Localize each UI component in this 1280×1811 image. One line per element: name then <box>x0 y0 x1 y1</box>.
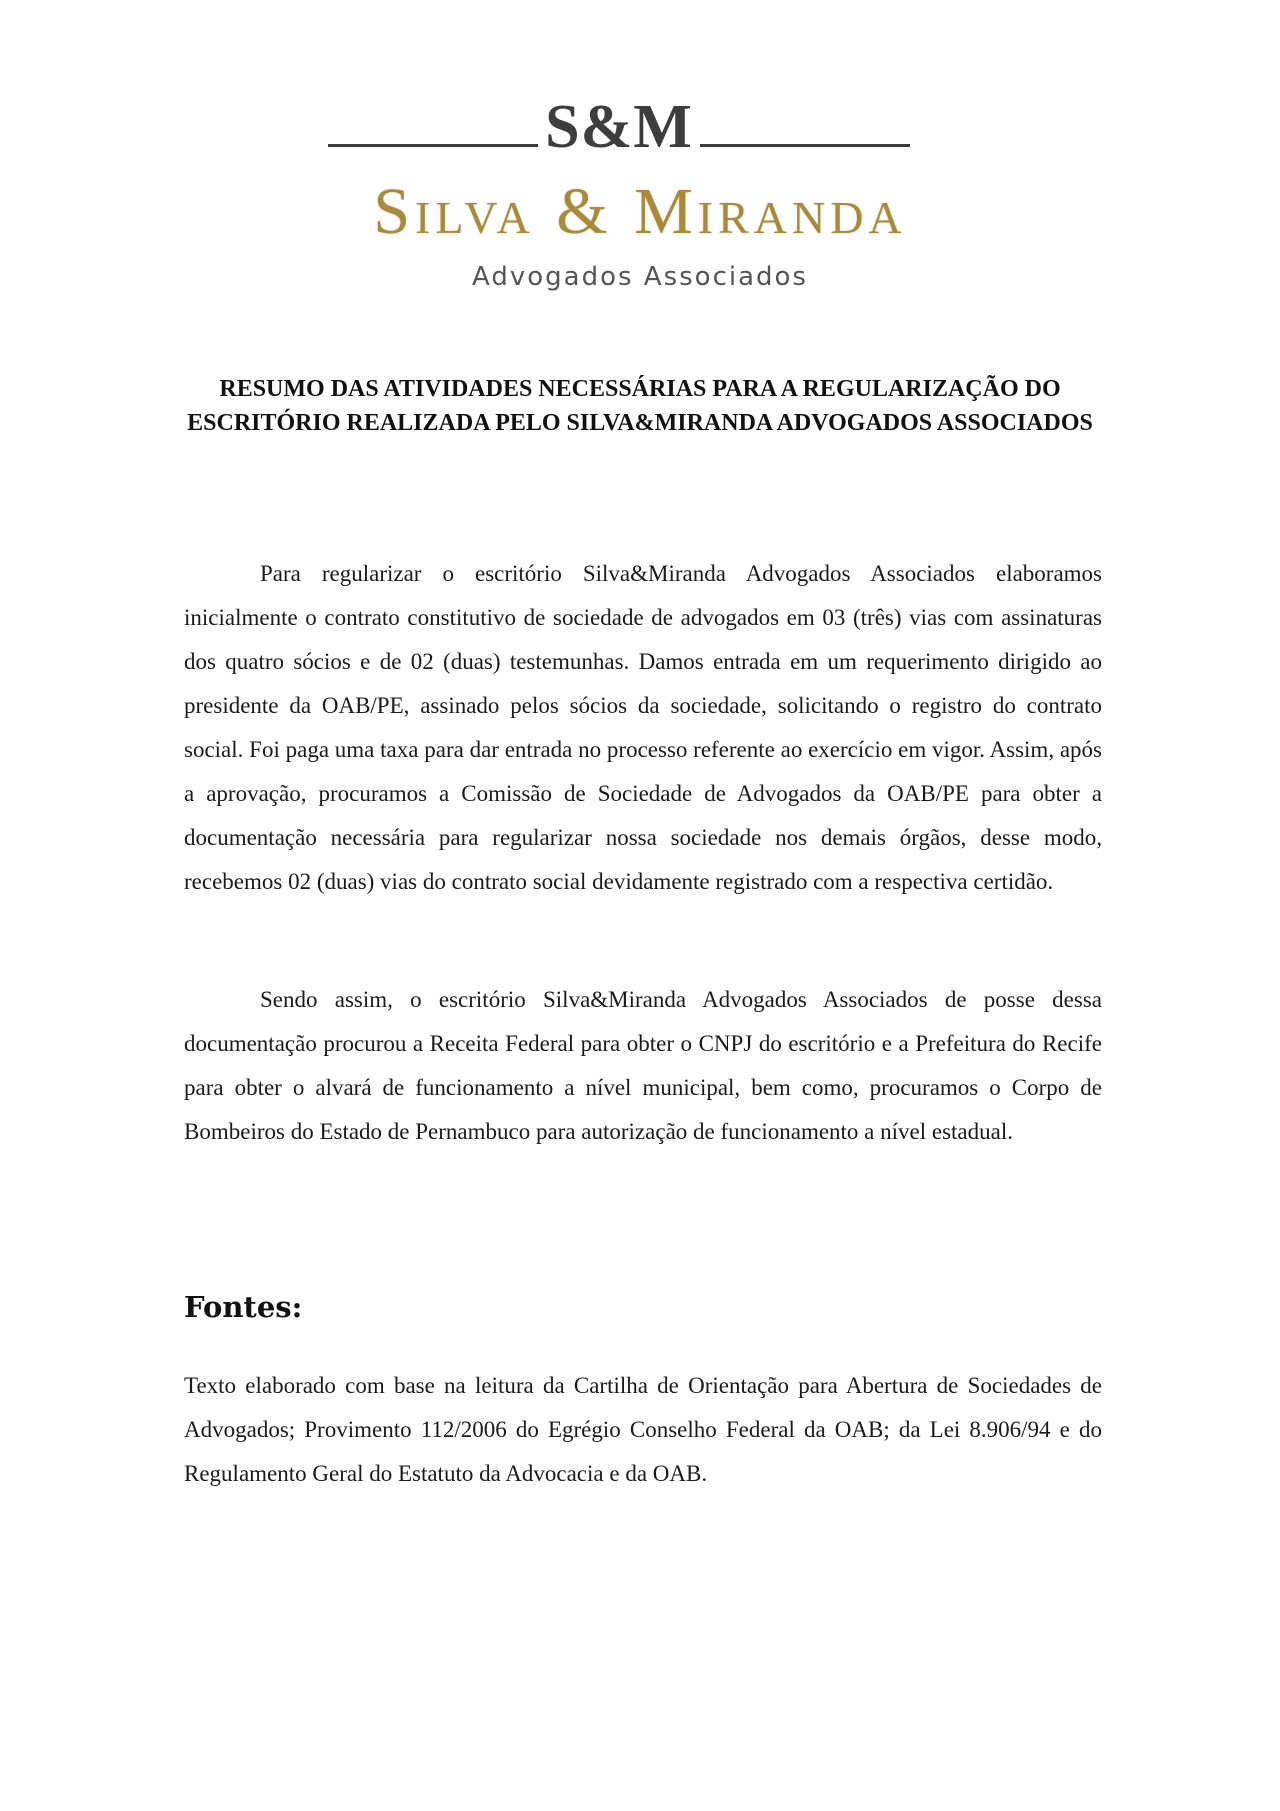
body-paragraph-1: Para regularizar o escritório Silva&Miranda Advogados Associados elaboramos inicialmente o contrato constitutivo de sociedade de advogados em 03 (três) vias com assinaturas dos quatro sócios e de 02 (duas) testemunhas. Damos entrada em um requerimento dirigido ao presidente da OAB/PE, assinado pelos sócios da sociedade, solicitando o registro do contrato social. Foi paga uma taxa para dar entrada no processo referente ao exercício em vigor. Assim, após a aprovação, procuramos a Comissão de Sociedade de Advogados da OAB/PE para obter a documentação necessária para regularizar nossa sociedade nos demais órgãos, desse modo, recebemos 02 (duas) vias do contrato social devidamente registrado com a respectiva certidão. <box>184 561 1102 894</box>
body-paragraph-2: Sendo assim, o escritório Silva&Miranda Advogados Associados de posse dessa documentação procurou a Receita Federal para obter o CNPJ do escritório e a Prefeitura do Recife para obter o alvará de funcionamento a nível municipal, bem como, procuramos o Corpo de Bombeiros do Estado de Pernambuco para autorização de funcionamento a nível estadual. <box>184 987 1102 1144</box>
logo-subtitle: Advogados Associados <box>472 262 808 292</box>
logo-right-rule <box>700 144 910 147</box>
document-title: RESUMO DAS ATIVIDADES NECESSÁRIAS PARA A REGULARIZAÇÃO DO ESCRITÓRIO REALIZADA PELO SILVA&MIRANDA ADVOGADOS ASSOCIADOS <box>187 376 1093 436</box>
logo-monogram-row <box>0 92 1280 162</box>
sources-text: Texto elaborado com base na leitura da Cartilha de Orientação para Abertura de Sociedades de Advogados; Provimento 112/2006 do Egrégio Conselho Federal da OAB; da Lei 8.906/94 e do Regulamento Geral do Estatuto da Advocacia e da OAB. <box>184 1373 1102 1486</box>
logo-left-rule <box>328 144 538 147</box>
logo-initials: S&M <box>545 93 693 161</box>
sources-heading: Fontes: <box>184 1290 303 1324</box>
firm-logo <box>0 80 1280 310</box>
logo-firm-name: Silva & Miranda <box>373 175 907 248</box>
